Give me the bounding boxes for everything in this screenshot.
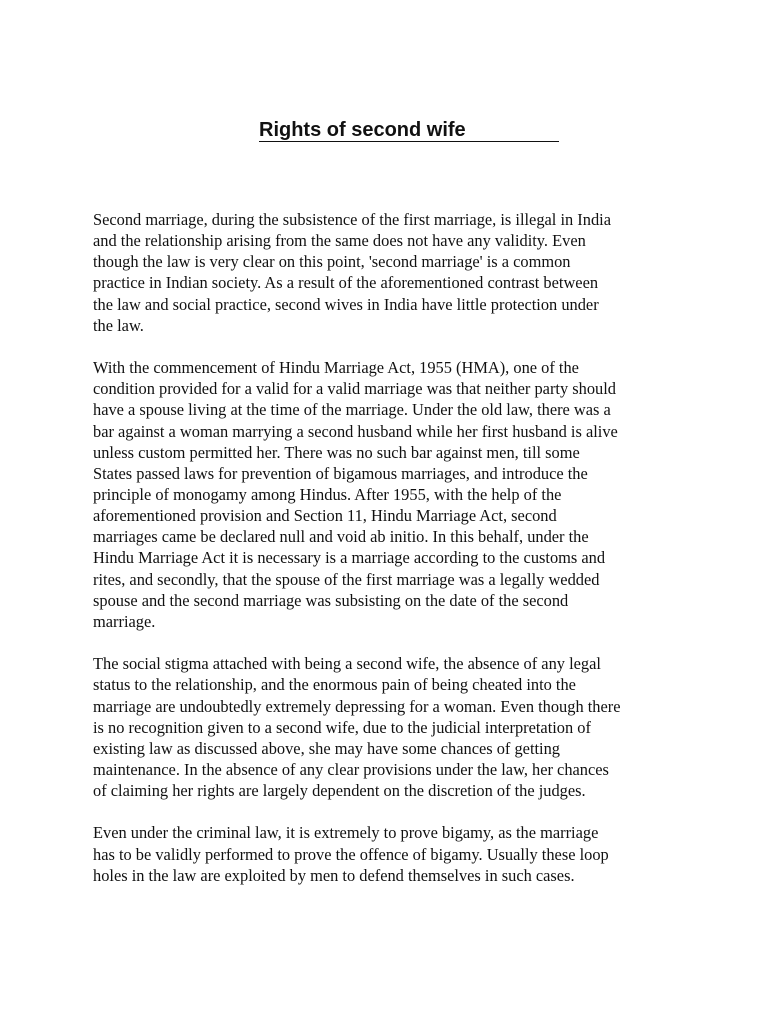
- text-line: have a spouse living at the time of the marriage. Under the old law, there was a: [93, 400, 611, 420]
- paragraph-1: [93, 209, 683, 336]
- text-line: Hindu Marriage Act it is necessary is a marriage according to the customs and: [93, 548, 606, 568]
- text-line: status to the relationship, and the enormous pain of being cheated into the: [93, 675, 576, 695]
- text-line: the law.: [93, 315, 144, 335]
- text-line: though the law is very clear on this point, 'second marriage' is a common: [93, 252, 571, 272]
- text-line: aforementioned provision and Section 11, Hindu Marriage Act, second: [93, 506, 557, 526]
- text-line: Second marriage, during the subsistence of the first marriage, is illegal in India: [93, 210, 611, 229]
- text-line: has to be validly performed to prove the offence of bigamy. Usually these loop: [93, 844, 609, 864]
- text-line: marriage are undoubtedly extremely depressing for a woman. Even though there: [93, 696, 621, 716]
- text-line: existing law as discussed above, she may have some chances of getting: [93, 738, 561, 758]
- text-line: of claiming her rights are largely dependent on the discretion of the judges.: [93, 781, 586, 801]
- text-line: marriage.: [93, 611, 156, 631]
- document-body: [93, 209, 683, 907]
- text-line: States passed laws for prevention of bigamous marriages, and introduce the: [93, 463, 588, 483]
- paragraph-4: [93, 822, 683, 885]
- text-line: maintenance. In the absence of any clear provisions under the law, her chances: [93, 760, 609, 780]
- text-line: bar against a woman marrying a second husband while her first husband is alive: [93, 421, 618, 441]
- text-line: and the relationship arising from the same does not have any validity. Even: [93, 231, 586, 251]
- text-line: condition provided for a valid for a valid marriage was that neither party should: [93, 379, 616, 399]
- document-title: Rights of second wife: [259, 116, 559, 142]
- text-line: holes in the law are exploited by men to defend themselves in such cases.: [93, 865, 575, 885]
- paragraph-3: [93, 653, 683, 801]
- text-line: spouse and the second marriage was subsisting on the date of the second: [93, 590, 569, 610]
- text-line: rites, and secondly, that the spouse of the first marriage was a legally wedded: [93, 569, 600, 589]
- text-line: is no recognition given to a second wife, due to the judicial interpretation of: [93, 717, 591, 737]
- text-line: Even under the criminal law, it is extremely to prove bigamy, as the marriage: [93, 823, 599, 843]
- text-line: unless custom permitted her. There was no such bar against men, till some: [93, 442, 580, 462]
- text-line: principle of monogamy among Hindus. After 1955, with the help of the: [93, 485, 562, 505]
- text-line: practice in Indian society. As a result of the aforementioned contrast between: [93, 273, 599, 293]
- paragraph-2: [93, 357, 683, 632]
- text-line: With the commencement of Hindu Marriage Act, 1955 (HMA), one of the: [93, 358, 579, 378]
- text-line: The social stigma attached with being a second wife, the absence of any legal: [93, 654, 601, 674]
- text-line: marriages came be declared null and void ab initio. In this behalf, under the: [93, 527, 589, 547]
- text-line: the law and social practice, second wives in India have little protection under: [93, 294, 599, 314]
